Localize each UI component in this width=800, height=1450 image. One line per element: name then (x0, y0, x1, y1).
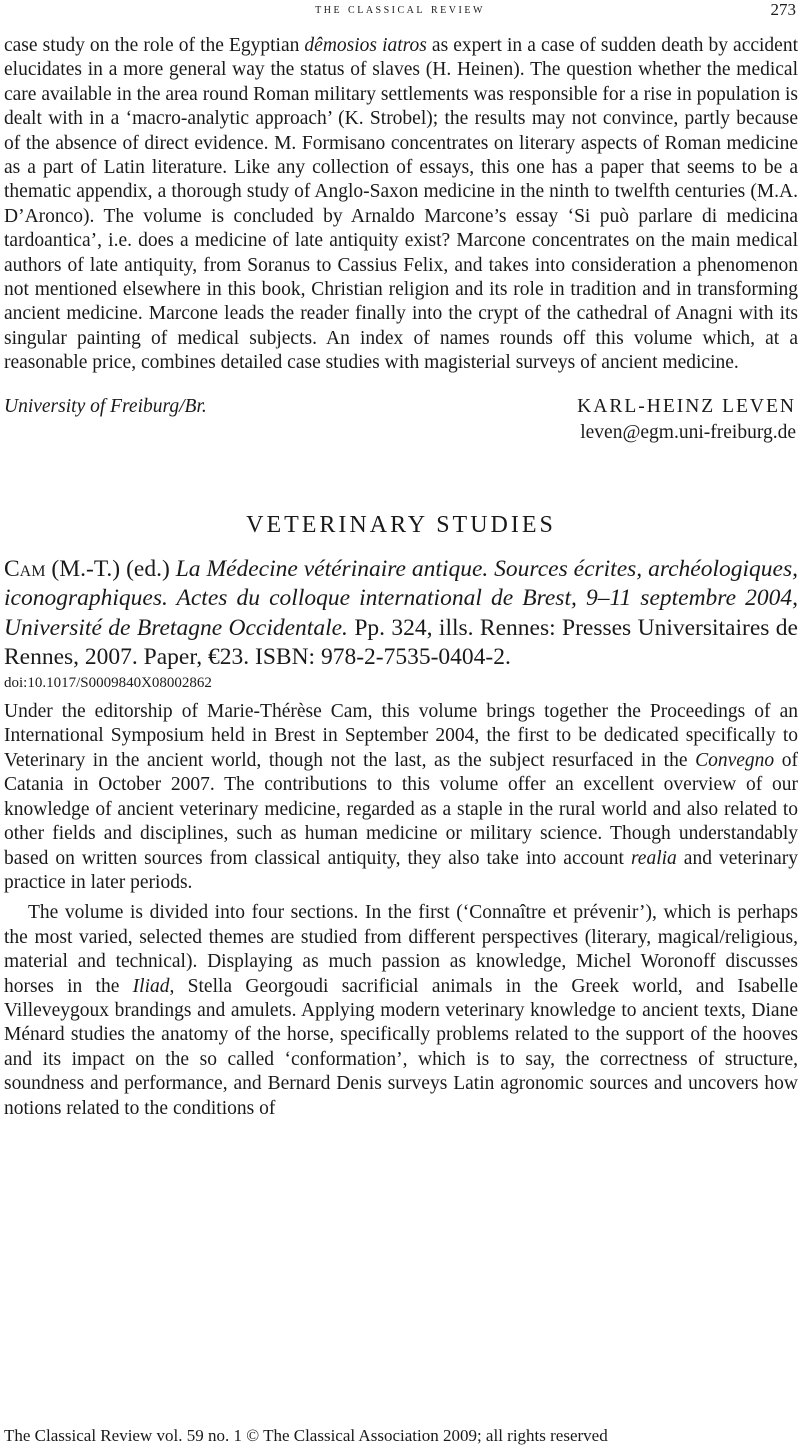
term-convegno: Convegno (695, 749, 775, 771)
citation-author: Cam (4, 555, 46, 582)
term-realia: realia (630, 847, 677, 869)
citation-details: Pp. 324, ills. Rennes: Presses Universitaires de Rennes, 2007. Paper, €23. ISBN: 978-2-7535-0404-2. (4, 614, 798, 671)
reviewer-affiliation: University of Freiburg/Br. (4, 395, 207, 417)
copyright-footer: The Classical Review vol. 59 no. 1 © The Classical Association 2009; all rights reserved (4, 1426, 608, 1445)
citation-doi[interactable]: doi:10.1017/S0009840X08002862 (4, 675, 212, 692)
term-iliad: Iliad (132, 975, 170, 997)
citation-initials: (M.-T.) (ed.) (45, 555, 176, 582)
running-head (0, 0, 800, 24)
section-title: VETERINARY STUDIES (246, 511, 556, 538)
citation-title: La Médecine vétérinaire antique. Sources écrites, archéologiques, iconographiques. Actes du colloque international de Brest, 9–11 septembre 2004, Université de Bretagne Occidentale. (4, 555, 798, 641)
journal-name: the classical review (315, 2, 485, 17)
book-citation (4, 555, 798, 673)
reviewer-name: KARL-HEINZ LEVEN (577, 395, 796, 417)
reviewer-email[interactable]: leven@egm.uni-freiburg.de (580, 421, 796, 443)
page-number: 273 (770, 0, 796, 19)
term-demosios-iatros: dêmosios iatros (304, 35, 427, 56)
review2-paragraph-1: Under the editorship of Marie-Thérèse Cam, this volume brings together the Proceedings of an International Symposium held in Brest in September 2004, the first to be dedicated specifically to Veterinary in the ancient world, though not the last, as the subject resurfaced in the Convegno of Catania in October 2007. The contributions to this volume offer an excellent overview of our knowledge of ancient veterinary medicine, regarded as a staple in the rural world and also related to other fields and disciplines, such as human medicine or military science. Though understandably based on written sources from classical antiquity, they also take into account realia and veterinary practice in later periods. (4, 701, 798, 893)
review2-paragraph-2: The volume is divided into four sections. In the first (‘Connaître et prévenir’), which is perhaps the most varied, selected themes are studied from different perspectives (literary, magical/religious, material and technical). Displaying as much passion as knowledge, Michel Woronoff discusses horses in the Iliad, Stella Georgoudi sacrificial animals in the Greek world, and Isabelle Villeveygoux brandings and amulets. Applying modern veterinary knowledge to ancient texts, Diane Ménard studies the anatomy of the horse, specifically problems related to the support of the hooves and its impact on the so called ‘conformation’, which is to say, the correctness of structure, soundness and performance, and Bernard Denis surveys Latin agronomic sources and uncovers how notions related to the conditions of (4, 902, 798, 1119)
main-content (4, 34, 798, 1121)
review1-paragraph: case study on the role of the Egyptian dêmosios iatros as expert in a case of sudden death by accident elucidates in a more general way the status of slaves (H. Heinen). The question whether the medical care available in the area round Roman military settlements was responsible for a rise in population is dealt with in a ‘macro-analytic approach’ (K. Strobel); the results may not convince, partly because of the absence of direct evidence. M. Formisano concentrates on literary aspects of Roman medicine as a part of Latin literature. Like any collection of essays, this one has a paper that seems to be a thematic appendix, a thorough study of Anglo-Saxon medicine in the ninth to twelfth centuries (M.A. D’Aronco). The volume is concluded by Arnaldo Marcone’s essay ‘Si può parlare di medicina tardoantica’, i.e. does a medicine of late antiquity exist? Marcone concentrates on the main medical authors of late antiquity, from Soranus to Cassius Felix, and takes into consideration a phenomenon not mentioned elsewhere in this book, Christian religion and its role in tradition and in transforming ancient medicine. Marcone leads the reader finally into the crypt of the cathedral of Anagni with its singular painting of medical subjects. An index of names rounds off this volume which, at a reasonable price, combines detailed case studies with magisterial surveys of ancient medicine. (4, 35, 798, 374)
review1-signature (4, 396, 798, 448)
